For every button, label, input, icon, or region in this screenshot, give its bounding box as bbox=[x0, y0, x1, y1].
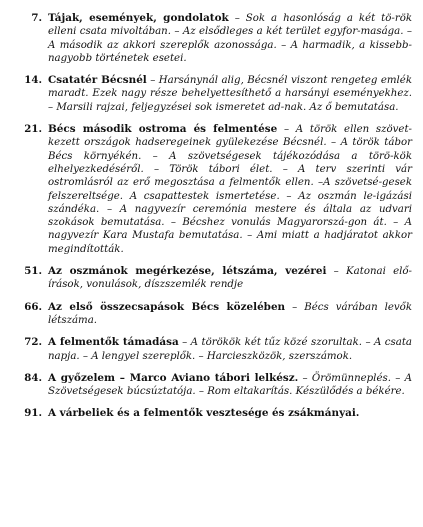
chapter-title: Bécs második ostroma és felmentése bbox=[48, 123, 278, 136]
chapter-title: Csatatér Bécsnél bbox=[48, 74, 147, 87]
chapter-description: – Sok a hasonlóság a két tö-rök elleni csata mivoltában. – Az elsődleges a két terület egyfor-masága. – A második az akkori szereplők azonossága. – A harmadik, a kissebb-nagyobb történetek esetei. bbox=[48, 13, 413, 64]
toc-entry bbox=[12, 12, 412, 65]
table-of-contents bbox=[12, 12, 412, 421]
page-number: 51. bbox=[24, 265, 42, 278]
page-number: 91. bbox=[24, 407, 42, 420]
page-number: 84. bbox=[24, 371, 42, 384]
chapter-description: – Katonai elő-írások, vonulások, díszszemlék rendje bbox=[48, 266, 412, 291]
chapter-description: – A törökök két tűz közé szorultak. – A csata napja. – A lengyel szereplők. – Harcieszközök, szerszámok. bbox=[48, 337, 412, 362]
toc-entry bbox=[12, 372, 412, 399]
chapter-description: – Harsánynál alig, Bécsnél viszont rengeteg emlék maradt. Ezek nagy része behelyettesíthető a harsányi eseményekhez. – Marsili rajzai, feljegyzései sok ismeretet ad-nak. Az ő bemutatása. bbox=[48, 75, 413, 113]
toc-entry bbox=[12, 123, 412, 256]
page-number: 66. bbox=[24, 300, 42, 313]
chapter-title: Tájak, események, gondolatok bbox=[48, 12, 229, 24]
toc-entry bbox=[12, 407, 412, 420]
page-number: 14. bbox=[24, 74, 42, 87]
chapter-title: A várbeliek és a felmentők vesztesége és zsákmányai. bbox=[48, 407, 360, 420]
chapter-description: – Bécs várában levők létszáma. bbox=[48, 301, 412, 326]
chapter-title: A felmentők támadása bbox=[48, 336, 179, 349]
chapter-title: Az első összecsapások Bécs közelében bbox=[48, 300, 286, 313]
toc-entry bbox=[12, 301, 412, 328]
page-number: 21. bbox=[24, 123, 42, 136]
chapter-description: – A török ellen szövet-kezett országok hadseregeinek gyülekezése Bécsnél. – A török tábor Bécs környékén. – A szövetségesek tájékozódása a törö-kök elhelyezkedéséről. – Török tábori élet. – A terv szerinti vár ostromlásról az erő megosztása a felmentők ellen. –A szövetsé-gesek felszereltsége. A csapattestek ismertetése. – Az oszmán le-igázási szándéka. – A nagyvezír ceremónia mestere és általa az udvari szokások bemutatása. – Bécshez vonulás Magyarorszá-gon át. – A nagyvezír Kara Mustafa bemutatása. – Ami miatt a hadjáratot akkor megindították. bbox=[48, 124, 412, 255]
page-number: 72. bbox=[24, 336, 42, 349]
toc-entry bbox=[12, 265, 412, 292]
chapter-title: A győzelem – Marco Aviano tábori lelkész. bbox=[48, 371, 299, 384]
toc-entry bbox=[12, 336, 412, 363]
chapter-description: – Örömünneplés. – A Szövetségesek búcsúztatója. – Rom eltakarítás. Készülődés a békére. bbox=[48, 372, 412, 398]
chapter-title: Az oszmánok megérkezése, létszáma, vezérei bbox=[48, 265, 327, 278]
page-number: 7. bbox=[31, 12, 42, 24]
toc-entry bbox=[12, 74, 412, 114]
